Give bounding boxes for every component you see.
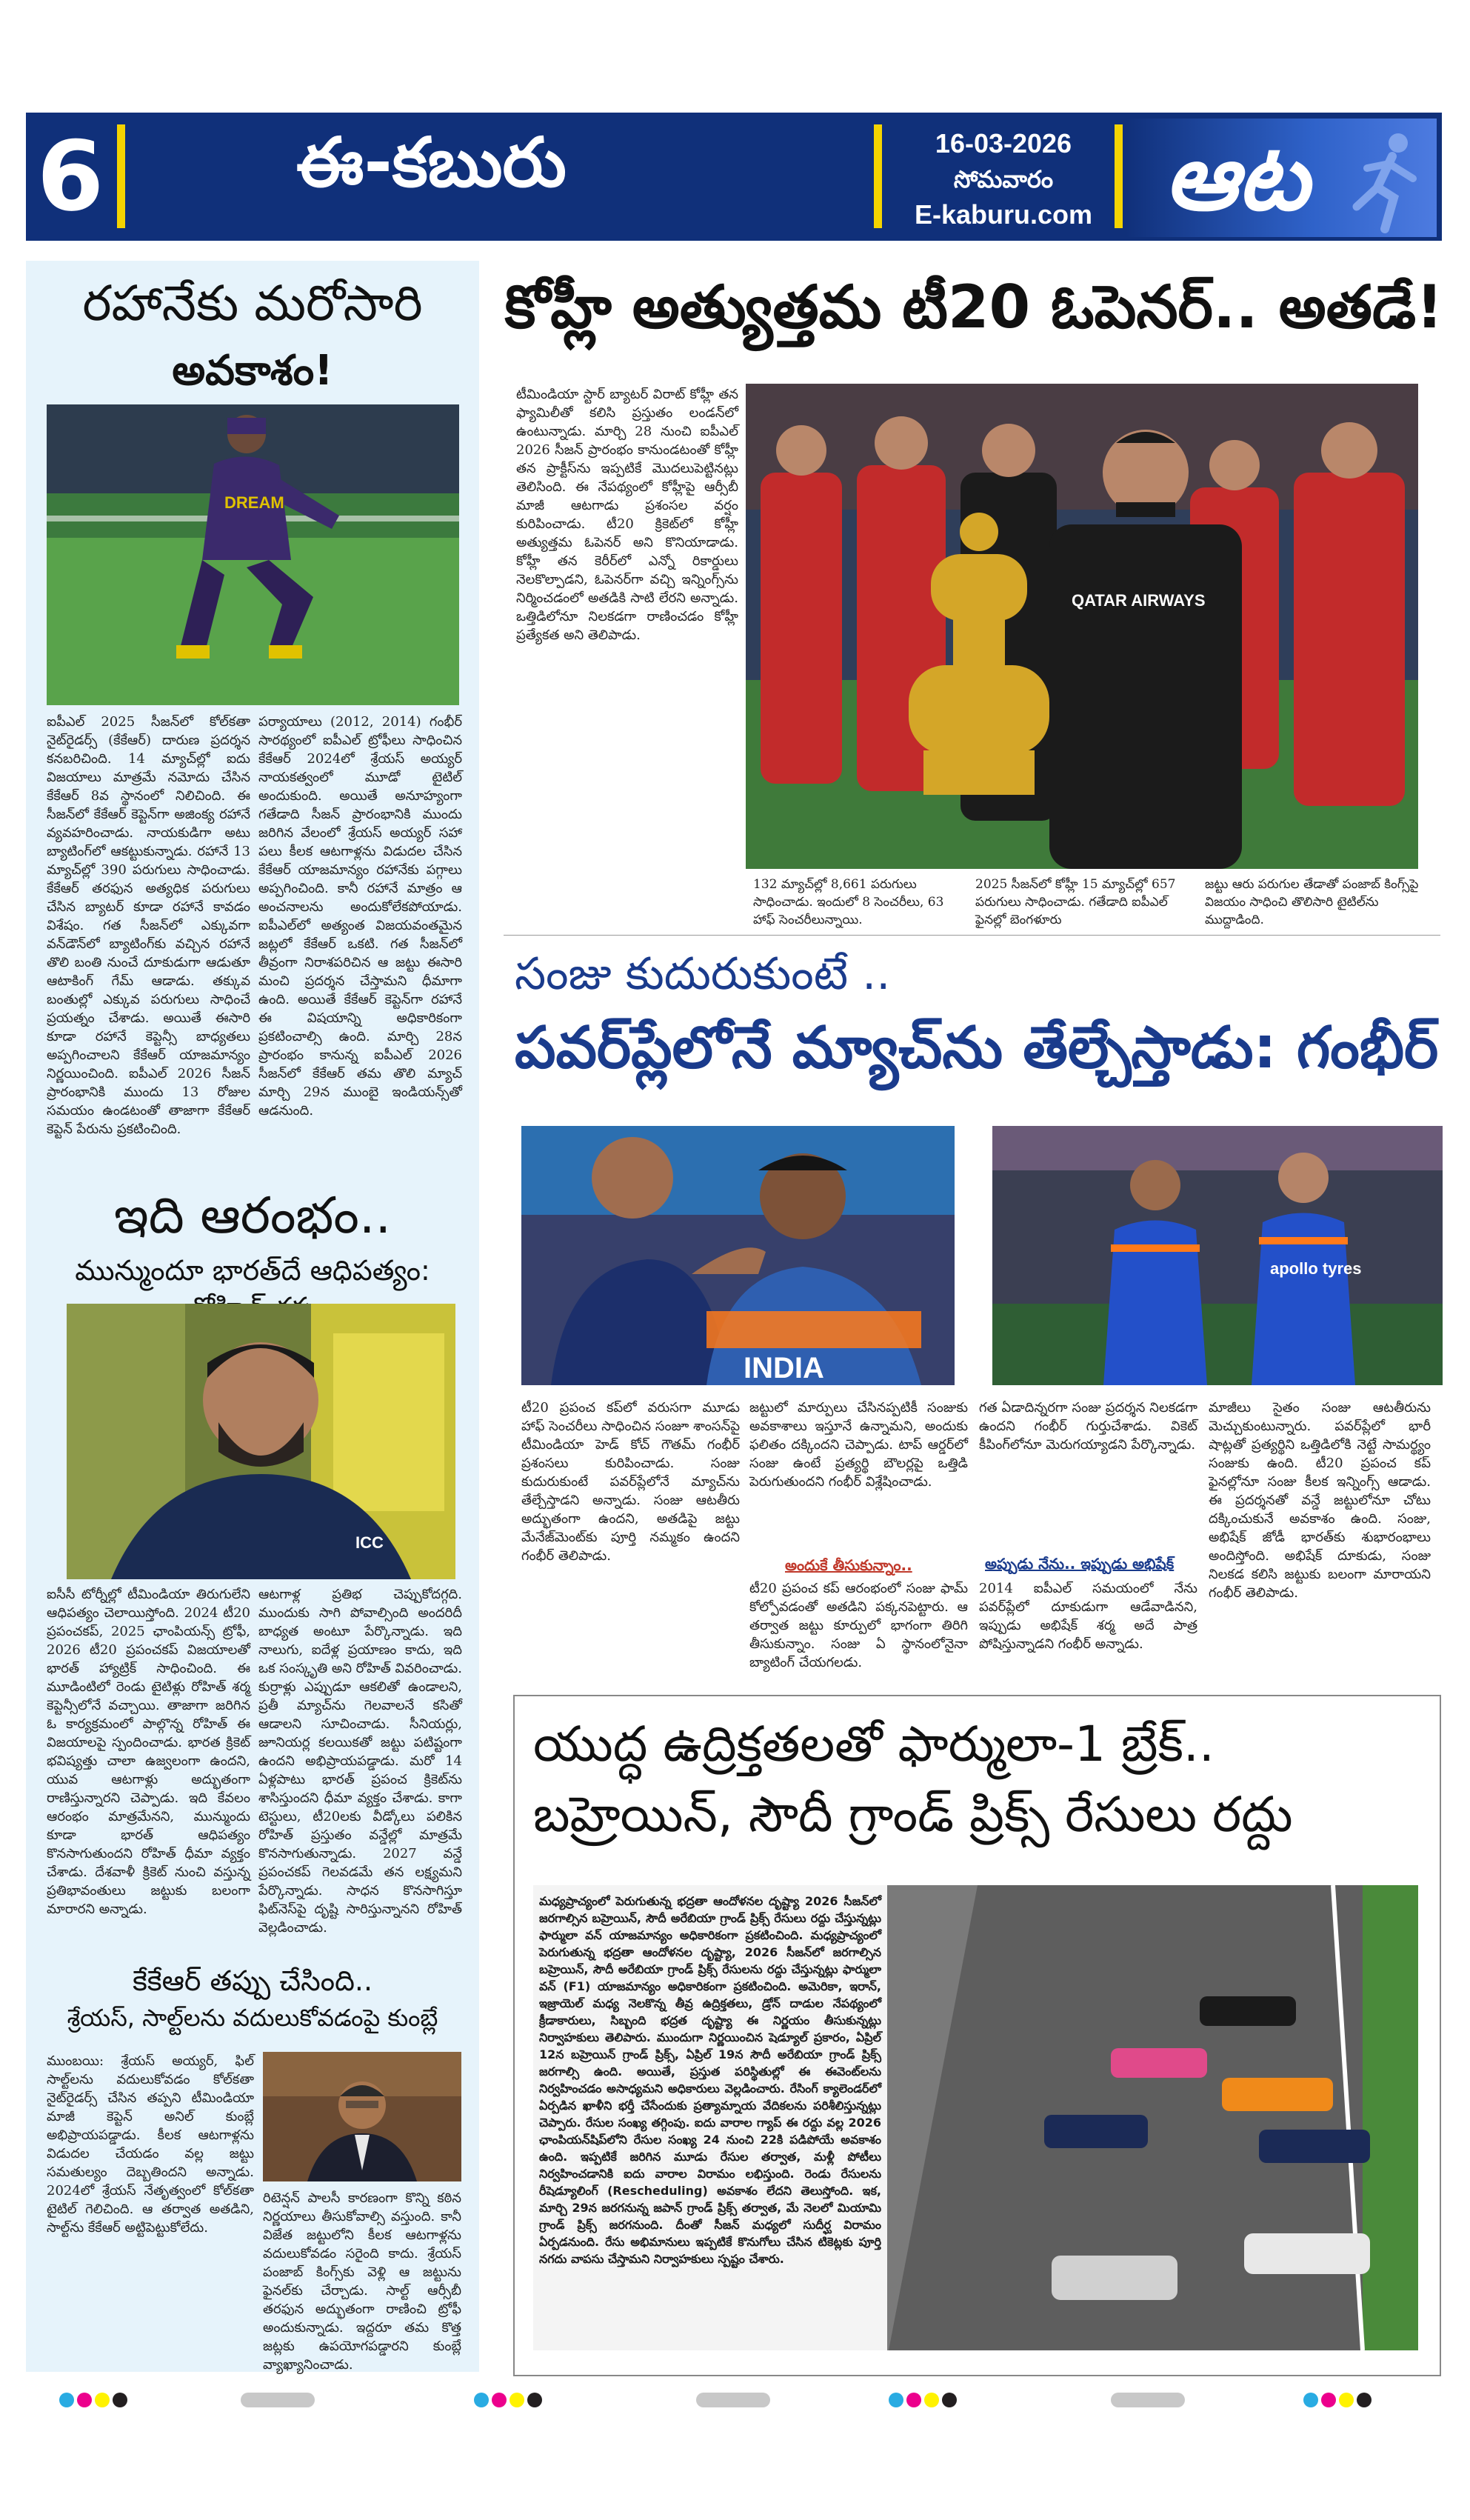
gambhir-body-col1: టీ20 ప్రపంచ కప్‌లో వరుసగా మూడు హాఫ్ సెంచరీలు సాధించిన సంజూ శాంసన్‌పై టీమిండియా హెడ్ కోచ్ గౌతమ్ గంభీర్ ప్రశంసలు కురిపించాడు. సంజు కుదురుకుంటే పవర్‌ప్లేలోనే మ్యాచ్‌ను తేల్చేస్తాడని అన్నాడు. సంజు ఆటతీరు అద్భుతంగా ఉందని, అతడిపై జట్టు మేనేజ్‌మెంట్‌కు పూర్తి నమ్మకం ఉందని గంభీర్ తెలిపాడు.: [521, 1400, 740, 1564]
kumble-photo: [263, 2052, 461, 2181]
registration-bar: [1111, 2393, 1185, 2407]
registration-dot: [1339, 2393, 1354, 2407]
registration-dot: [77, 2393, 92, 2407]
rahane-headline: రహానేకు మరోసారి: [82, 275, 423, 332]
kohli-stat-2: 2025 సీజన్‌లో కోహ్లీ 15 మ్యాచ్‌ల్లో 657 పరుగులు సాధించాడు. గతేడాది ఐపీఎల్ ఫైనల్లో బెంగళూరు: [975, 877, 1176, 927]
paper-name: ఈ-కబురు: [296, 123, 567, 202]
registration-bar: [241, 2393, 315, 2407]
registration-dot: [113, 2393, 127, 2407]
divider: [504, 935, 1440, 936]
gambhir-body-col2b: టీ20 ప్రపంచ కప్ ఆరంభంలో సంజు ఫామ్ కోల్పోవడంతో అతడిని పక్కనపెట్టారు. ఆ తర్వాత జట్టు కూర్పులో భాగంగా తిరిగి తీసుకున్నాం. సంజు ఏ స్థానంలోనైనా బ్యాటింగ్ చేయగలడు.: [749, 1581, 968, 1670]
gambhir-body-col3: గత ఏడాదిన్నరగా సంజు ప్రదర్శన నిలకడగా ఉందని గంభీర్ గుర్తుచేశాడు. వికెట్ కీపింగ్‌లోనూ మెరుగయ్యాడని పేర్కొన్నాడు.: [979, 1400, 1197, 1453]
gambhir-subhead-1: అందుకే తీసుకున్నాం..: [785, 1556, 912, 1574]
rahane-photo: [47, 404, 459, 705]
section-title: ఆట: [1164, 124, 1309, 231]
f1-headline: యుద్ధ ఉద్రిక్తతలతో ఫార్ములా-1 బ్రేక్..: [533, 1716, 1215, 1773]
registration-dot: [1303, 2393, 1318, 2407]
registration-dot: [59, 2393, 74, 2407]
masthead-divider: [874, 124, 882, 228]
rohit-body-col1: ఐసీసీ టోర్నీల్లో టీమిండియా తిరుగులేని ఆధిపత్యం చెలాయిస్తోంది. 2024 టీ20 ప్రపంచకప్, 2025 ఛాంపియన్స్ ట్రోఫీ, 2026 టీ20 ప్రపంచకప్ విజయాలతో భారత్ హ్యాట్రిక్ సాధించింది. ఈ మూడింటిలో రెండు టైటిళ్లు రోహిత్ శర్మ కెప్టెన్సీలోనే వచ్చాయి. తాజాగా జరిగిన ఓ కార్యక్రమంలో పాల్గొన్న రోహిత్ ఈ విజయాలపై స్పందించాడు. భారత క్రికెట్ భవిష్యత్తు చాలా ఉజ్వలంగా ఉందని, యువ ఆటగాళ్లు అద్భుతంగా రాణిస్తున్నారని చెప్పాడు. ఇది కేవలం ఆరంభం మాత్రమేనని, మున్ముందు కూడా భారత్ ఆధిపత్యం కొనసాగుతుందని రోహిత్ ధీమా వ్యక్తం చేశాడు. దేశవాళీ క్రికెట్ నుంచి వస్తున్న ప్రతిభావంతులు జట్టుకు బలంగా మారారని అన్నాడు.: [47, 1587, 250, 1917]
registration-dot: [1357, 2393, 1372, 2407]
registration-dot: [942, 2393, 957, 2407]
gambhir-body-col4: మాజీలు సైతం సంజు ఆటతీరును మెచ్చుకుంటున్నారు. పవర్‌ప్లేలో భారీ షాట్లతో ప్రత్యర్థిని ఒత్తిడిలోకి నెట్టే సామర్థ్యం సంజుకు ఉంది. టీ20 ప్రపంచ కప్ ఫైనల్లోనూ సంజు కీలక ఇన్నింగ్స్ ఆడాడు. ఈ ప్రదర్శనతో వన్డే జట్టులోనూ చోటు దక్కించుకునే అవకాశం ఉంది. సంజు, అభిషేక్ జోడీ భారత్‌కు శుభారంభాలు అందిస్తోంది. అభిషేక్ దూకుడు, సంజు నిలకడ కలిసి జట్టుకు బలంగా మారాయని గంభీర్ తెలిపాడు.: [1209, 1400, 1431, 1601]
gambhir-coaches-photo: [992, 1126, 1443, 1385]
registration-dot: [924, 2393, 939, 2407]
runner-icon: [1340, 130, 1429, 233]
gambhir-subhead-2: అప్పుడు నేను.. ఇప్పుడు అభిషేక్: [985, 1555, 1175, 1573]
masthead-divider: [1115, 124, 1123, 228]
f1-body: మధ్యప్రాచ్యంలో పెరుగుతున్న భద్రతా ఆందోళనల దృష్ట్యా 2026 సీజన్‌లో జరగాల్సిన బహ్రెయిన్, సౌదీ అరేబియా గ్రాండ్ ప్రిక్స్ రేసులు రద్దు చేస్తున్నట్లు ఫార్ములా వన్ యాజమాన్యం అధికారికంగా ప్రకటించింది. మధ్యప్రాచ్యంలో పెరుగుతున్న భద్రతా ఆందోళనల దృష్ట్యా, 2026 సీజన్‌లో జరగాల్సిన బహ్రెయిన్, సౌదీ అరేబియా గ్రాండ్ ప్రిక్స్ రేసులను రద్దు చేస్తున్నట్లు ఫార్ములా వన్ (F1) యాజమాన్యం అధికారికంగా ప్రకటించింది. అమెరికా, ఇరాన్, ఇజ్రాయెల్ మధ్య నెలకొన్న తీవ్ర ఉద్రిక్తతలు, డ్రోన్ దాడుల నేపథ్యంలో క్రీడాకారులు, సిబ్బంది భద్రత దృష్ట్యా ఈ నిర్ణయం తీసుకున్నట్లు నిర్వాహకులు తెలిపారు. ముందుగా నిర్ణయించిన షెడ్యూల్ ప్రకారం, ఏప్రిల్ 12న బహ్రెయిన్ గ్రాండ్ ప్రిక్స్, ఏప్రిల్ 19న సౌదీ అరేబియా గ్రాండ్ ప్రిక్స్ జరగాల్సి ఉంది. అయితే, ప్రస్తుత పరిస్థితుల్లో ఈ ఈవెంట్‌లను నిర్వహించడం అసాధ్యమని అధికారులు వెల్లడించారు. రేసింగ్ క్యాలెండర్‌లో ఏర్పడిన ఖాళీని భర్తీ చేసేందుకు ప్రత్యామ్నాయ వేదికలను పరిశీలిస్తున్నట్లు చెప్పారు. రేసుల సంఖ్య తగ్గింపు. ఐదు వారాల గ్యాప్ ఈ రద్దు వల్ల 2026 ఛాంపియన్‌షిప్‌లోని రేసుల సంఖ్య 24 నుంచి 22కి పడిపోయే అవకాశం ఉంది. ఇప్పటికే జరిగిన మూడు రేసుల తర్వాత, మళ్లీ పోటీలు నిర్వహించడానికి ఐదు వారాల విరామం లభిస్తుంది. రెండు రేసులను రీషెడ్యూలింగ్ (Rescheduling) అవకాశం లేదని తెలుస్తోంది. ఇక, మార్చి 29న జరగనున్న జపాన్ గ్రాండ్ ప్రిక్స్ తర్వాత, మే నెలలో మియామి గ్రాండ్ ప్రిక్స్ జరగనుంది. దీంతో సీజన్ మధ్యలో సుదీర్ఘ విరామం ఏర్పడనుంది. రేసు అభిమానులు ఇప్పటికే కొనుగోలు చేసిన టికెట్లకు పూర్తి నగదు వాపసు చేస్తామని నిర్వాహకులు స్పష్టం చేశారు.: [539, 1894, 881, 2266]
rahane-headline-2: అవకాశం!: [172, 347, 333, 395]
gambhir-body-col2: జట్టులో మార్పులు చేసినప్పటికీ సంజుకు అవకాశాలు ఇస్తూనే ఉన్నామని, అందుకు ఫలితం దక్కిందని చెప్పాడు. టాప్ ఆర్డర్‌లో సంజు ఉంటే ప్రత్యర్థి బౌలర్లపై ఒత్తిడి పెరుగుతుందని గంభీర్ విశ్లేషించాడు.: [749, 1400, 968, 1490]
gambhir-sanju-photo: [521, 1126, 955, 1385]
rohit-headline: ఇది ఆరంభం..: [113, 1187, 392, 1245]
kohli-stat-3: జట్టు ఆరు పరుగుల తేడాతో పంజాబ్ కింగ్స్‌పై విజయం సాధించి తొలిసారి టైటిల్‌ను ముద్దాడింది.: [1205, 877, 1419, 927]
registration-dot: [889, 2393, 903, 2407]
kumble-subheadline: శ్రేయస్, సాల్ట్‌లను వదులుకోవడంపై కుంబ్లే: [67, 2004, 438, 2032]
kumble-body-col1: ముంబయి: శ్రేయస్ అయ్యర్, ఫిల్ సాల్ట్‌లను వదులుకోవడం కోల్‌కతా నైట్‌రైడర్స్ చేసిన తప్పని టీమిండియా మాజీ కెప్టెన్ అనిల్ కుంబ్లే అభిప్రాయపడ్డాడు. కీలక ఆటగాళ్లను విడుదల చేయడం వల్ల జట్టు సమతుల్యం దెబ్బతిందని అన్నాడు. 2024లో శ్రేయస్ నేతృత్వంలో కోల్‌కతా టైటిల్ గెలిచింది. ఆ తర్వాత అతడిని, సాల్ట్‌ను కేకేఆర్ అట్టిపెట్టుకోలేదు.: [47, 2053, 254, 2236]
registration-dot: [474, 2393, 489, 2407]
gambhir-headline-2: పవర్‌ప్లేలోనే మ్యాచ్‌ను తేల్చేస్తాడు: గంభీర్: [515, 1015, 1439, 1081]
registration-dot: [95, 2393, 110, 2407]
rohit-body-col2: ఆటగాళ్ల ప్రతిభ చెప్పుకోదగ్గది. ముందుకు సాగి పోవాల్సింది అందరిదీ బాధ్యత అంటూ పేర్కొన్నాడు. ఇది నాలుగు, ఐదేళ్ల ప్రయాణం కాదు, ఇది ఒక సంస్కృతి అని రోహిత్ వివరించాడు. కుర్రాళ్లు ఎప్పుడూ ఆకలితో ఉండాలని, ప్రతీ మ్యాచ్‌ను గెలవాలనే కసితో ఆడాలని సూచించాడు. సీనియర్లు, జూనియర్ల కలయికతో జట్టు పటిష్టంగా ఉందని అభిప్రాయపడ్డాడు. మరో 14 ఏళ్లపాటు భారత్ ప్రపంచ క్రికెట్‌ను శాసిస్తుందని ధీమా వ్యక్తం చేశాడు. కాగా టెస్టులు, టీ20లకు వీడ్కోలు పలికిన రోహిత్ ప్రస్తుతం వన్డేల్లో మాత్రమే కొనసాగుతున్నాడు. 2027 వన్డే ప్రపంచకప్ గెలవడమే తన లక్ష్యమని పేర్కొన్నాడు. సాధన కొనసాగిస్తూ ఫిట్‌నెస్‌పై దృష్టి సారిస్తున్నానని రోహిత్ వెల్లడించాడు.: [258, 1587, 462, 1936]
kohli-trophy-photo: [746, 384, 1418, 869]
website-link[interactable]: E-kaburu.com: [914, 199, 1093, 230]
registration-dot: [527, 2393, 542, 2407]
kumble-headline: కేకేఆర్ తప్పు చేసింది..: [132, 1964, 373, 1997]
rohit-subheadline: మున్ముందూ భారత్‌దే ఆధిపత్యం:: [75, 1254, 430, 1287]
issue-date: 16-03-2026: [935, 128, 1072, 159]
kumble-body-col2: రిటెన్షన్ పాలసీ కారణంగా కొన్ని కఠిన నిర్ణయాలు తీసుకోవాల్సి వస్తుంది. కానీ విజేత జట్టులోని కీలక ఆటగాళ్లను వదులుకోవడం సరైంది కాదు. శ్రేయస్ పంజాబ్ కింగ్స్‌కు వెళ్లి ఆ జట్టును ఫైనల్‌కు చేర్చాడు. సాల్ట్ ఆర్సీబీ తరఫున అద్భుతంగా రాణించి ట్రోఫీ అందుకున్నాడు. ఇద్దరూ తమ కొత్త జట్లకు ఉపయోగపడ్డారని కుంబ్లే వ్యాఖ్యానించాడు.: [263, 2190, 461, 2373]
rahane-body-col1: ఐపీఎల్ 2025 సీజన్‌లో కోల్‌కతా నైట్‌రైడర్స్ (కేకేఆర్) దారుణ ప్రదర్శన కనబరిచింది. 14 మ్యాచ్‌ల్లో ఐదు విజయాలు మాత్రమే నమోదు చేసిన కేకేఆర్ 8వ స్థానంలో నిలిచింది. ఈ సీజన్‌లో కేకేఆర్ కెప్టెన్‌గా అజింక్య రహానే వ్యవహరించాడు. నాయకుడిగా అటు బ్యాటింగ్‌లో ఆకట్టుకున్నాడు. రహానే 13 మ్యాచ్‌ల్లో 390 పరుగులు సాధించాడు. కేకేఆర్ తరఫున అత్యధిక పరుగులు చేసిన బ్యాటర్ కూడా రహానే కావడం విశేషం. గత సీజన్‌లో ఎక్కువగా వన్‌డౌన్‌లో బ్యాటింగ్‌కు వచ్చిన రహానే తొలి బంతి నుంచే దూకుడుగా ఆడుతూ ఆటాకింగ్ గేమ్ ఆడాడు. తక్కువ బంతుల్లో ఎక్కువ పరుగులు సాధించే ప్రయత్నం చేశాడు. అయితే ఈసారి కూడా రహానే కెప్టెన్సీ బాధ్యతలు అప్పగించాలని కేకేఆర్ యాజమాన్యం నిర్ణయించింది. ఐపీఎల్ 2026 సీజన్ ప్రారంభానికి ముందు 13 రోజుల సమయం ఉండటంతో తాజాగా కేకేఆర్ కెప్టెన్ పేరును ప్రకటించింది.: [47, 714, 250, 1137]
rahane-body-col2: పర్యాయాలు (2012, 2014) గంభీర్ సారథ్యంలో ఐపీఎల్ ట్రోఫీలు సాధించిన కేకేఆర్ 2024లో శ్రేయస్ అయ్యర్ నాయకత్వంలో మూడో టైటిల్ అందుకుంది. అయితే అనూహ్యంగా గతేడాది సీజన్ ప్రారంభానికి ముందు జరిగిన వేలంలో శ్రేయస్ అయ్యర్ సహా పలు కీలక ఆటగాళ్లను విడుదల చేసిన కేకేఆర్ యాజమాన్యం రహానేకు పగ్గాలు అప్పగించింది. కానీ రహానే మాత్రం ఆ అంచనాలను అందుకోలేకపోయాడు. ఐపీఎల్‌లో అత్యంత విజయవంతమైన జట్లలో కేకేఆర్ ఒకటి. గత సీజన్‌లో తీవ్రంగా నిరాశపరిచిన ఆ జట్టు ఈసారి మంచి ప్రదర్శన చేస్తామని ధీమాగా ఉంది. అయితే కేకేఆర్ కెప్టెన్‌గా రహానే ఈ విషయాన్ని అధికారికంగా ప్రకటించాల్సి ఉంది. మార్చి 28న ప్రారంభం కానున్న ఐపీఎల్ 2026 సీజన్‌లో కేకేఆర్ తమ తొలి మ్యాచ్ మార్చి 29న ముంబై ఇండియన్స్‌తో ఆడనుంది.: [258, 714, 462, 1119]
svg-text:DREAM: DREAM: [224, 493, 284, 512]
kohli-photo-shirt-text: QATAR AIRWAYS: [1072, 591, 1206, 610]
kohli-headline: కోహ్లీ అత్యుత్తమ టీ20 ఓపెనర్.. అతడే!: [504, 273, 1443, 341]
gambhir-photo-text: INDIA: [744, 1352, 824, 1384]
registration-dot: [510, 2393, 524, 2407]
gambhir-photo-brand: apollo tyres: [1270, 1259, 1362, 1278]
kohli-body-col1: టీమిండియా స్టార్ బ్యాటర్ విరాట్ కోహ్లీ తన ఫ్యామిలీతో కలిసి ప్రస్తుతం లండన్‌లో ఉంటున్నాడు. మార్చి 28 నుంచి ఐపీఎల్ 2026 సీజన్ ప్రారంభం కానుండటంతో కోహ్లీ తన ప్రాక్టీస్‌ను ఇప్పటికే మొదలుపెట్టినట్లు తెలిసింది. ఈ నేపథ్యంలో కోహ్లీపై ఆర్సీబీ మాజీ ఆటగాడు ప్రశంసల వర్షం కురిపించాడు. టీ20 క్రికెట్‌లో కోహ్లీ అత్యుత్తమ ఓపెనర్ అని కొనియాడాడు. కోహ్లీ తన కెరీర్‌లో ఎన్నో రికార్డులు నెలకొల్పాడని, ఓపెనర్‌గా వచ్చి ఇన్నింగ్స్‌ను నిర్మించడంలో అతడికి సాటి లేరని అన్నాడు. ఒత్తిడిలోనూ నిలకడగా రాణించడం కోహ్లీ ప్రత్యేకత అని తెలిపాడు.: [516, 387, 738, 643]
gambhir-body-col3b: 2014 ఐపీఎల్ సమయంలో నేను పవర్‌ప్లేలో దూకుడుగా ఆడేవాడినని, ఇప్పుడు అభిషేక్ శర్మ అదే పాత్ర పోషిస్తున్నాడని గంభీర్ అన్నాడు.: [979, 1581, 1197, 1652]
registration-dot: [492, 2393, 507, 2407]
issue-weekday: సోమవారం: [953, 165, 1054, 193]
registration-bar: [696, 2393, 770, 2407]
gambhir-headline: సంజు కుదురుకుంటే ..: [515, 948, 891, 1000]
rohit-photo: [67, 1304, 455, 1579]
page-number: 6: [36, 120, 104, 233]
registration-dot: [906, 2393, 921, 2407]
kohli-stat-1: 132 మ్యాచ్‌ల్లో 8,661 పరుగులు సాధించాడు. ఇందులో 8 సెంచరీలు, 63 హాఫ్ సెంచరీలున్నాయి.: [753, 877, 944, 927]
f1-headline-2: బహ్రెయిన్, సౌదీ గ్రాండ్ ప్రిక్స్ రేసులు రద్దు: [533, 1786, 1293, 1843]
registration-dot: [1321, 2393, 1336, 2407]
masthead-divider: [117, 124, 125, 228]
rohit-jersey-text: ICC: [355, 1533, 384, 1552]
